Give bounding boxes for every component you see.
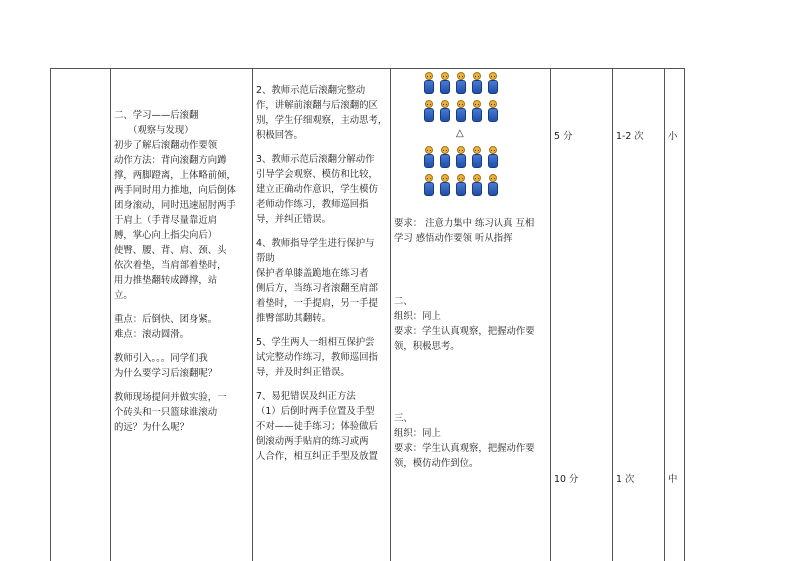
content-line: 两手同时用力推地，向后倒体 [114, 185, 236, 196]
activity-line: 保护者单膝盖跪地在练习者 [256, 268, 369, 279]
intensity-value-2: 中 [668, 474, 678, 485]
student-figure-icon [439, 174, 451, 196]
activity-line: （1）后倒时两手位置及手型 [256, 406, 375, 417]
formation-row-2 [423, 100, 503, 122]
activity-line: 作，讲解前滚翻与后滚翻的区 [256, 100, 378, 111]
activity-line: 别，学生仔细观察，主动思考， [256, 115, 388, 126]
content-line: 撑，两脚蹬离，上体略前倾， [114, 170, 236, 181]
content-column [114, 108, 250, 435]
teacher-activity-column [256, 83, 388, 464]
formation-row-3 [423, 146, 503, 168]
student-figure-icon [487, 72, 499, 94]
student-figure-icon [455, 174, 467, 196]
time-value-2: 10 分 [554, 474, 579, 485]
organization-line: 领，模仿动作到位。 [394, 458, 479, 469]
organization-line: 要求：学生认真观察，把握动作要 [394, 326, 535, 337]
content-line: 用力推垫翻转成蹲撑，站 [114, 275, 218, 286]
student-figure-icon [487, 100, 499, 122]
activity-line: 不对——徒手练习；体验做后 [256, 421, 378, 432]
student-figure-icon [455, 100, 467, 122]
organization-line: 领，积极思考。 [394, 341, 460, 352]
content-line: 二、学习——后滚翻 [114, 110, 199, 121]
student-figure-icon [423, 100, 435, 122]
activity-line: 试完整动作练习，教师巡回指 [256, 352, 378, 363]
table-border-col-0 [50, 68, 51, 561]
activity-line: 5、学生两人一组相互保护尝 [256, 337, 375, 348]
content-line: 为什么要学习后滚翻呢？ [114, 368, 218, 379]
key-point: 重点：后倒快、团身紧。 [114, 314, 218, 325]
activity-line: 侧后方，当练习者滚翻至肩部 [256, 283, 378, 294]
table-top-border [50, 68, 684, 69]
content-line: 初步了解后滚翻动作要领 [114, 140, 218, 151]
activity-line: 7、易犯错误及纠正方法 [256, 391, 356, 402]
student-figure-icon [423, 72, 435, 94]
content-line: 动作方法：背向滚翻方向蹲 [114, 155, 227, 166]
activity-line: 着垫时，一手提肩，另一手提 [256, 298, 378, 309]
table-border-col-5 [612, 68, 613, 561]
activity-line: 倒滚动两手贴肩的练习或两 [256, 436, 369, 447]
content-line: （观察与发现） [128, 125, 194, 136]
student-figure-icon [487, 174, 499, 196]
table-border-col-4 [550, 68, 551, 561]
student-figure-icon [439, 100, 451, 122]
formation-row-1 [423, 72, 503, 94]
table-border-col-1 [110, 68, 111, 561]
organization-line: 学习 感悟动作要领 听从指挥 [394, 233, 513, 244]
organization-requirements-3 [394, 411, 548, 471]
activity-line: 导，并及时纠正错误。 [256, 367, 350, 378]
table-border-col-6 [664, 68, 665, 561]
table-border-col-7 [684, 68, 685, 561]
student-figure-icon [455, 72, 467, 94]
count-value-1: 1-2 次 [616, 131, 644, 142]
teacher-position-triangle: △ [456, 128, 464, 139]
student-figure-icon [423, 146, 435, 168]
table-border-col-2 [252, 68, 253, 561]
student-figure-icon [471, 100, 483, 122]
content-line: 于肩上（手背尽量靠近肩 [114, 215, 218, 226]
content-line: 教师引入。。。同学们我 [114, 353, 208, 364]
activity-line: 建立正确动作意识，学生模仿 [256, 184, 378, 195]
difficulty-point: 难点：滚动圆滑。 [114, 329, 190, 340]
table-border-col-3 [390, 68, 391, 561]
intensity-value-1: 小 [668, 131, 678, 142]
formation-row-4 [423, 174, 503, 196]
count-value-2: 1 次 [616, 474, 635, 485]
activity-line: 4、教师指导学生进行保护与 [256, 238, 375, 249]
activity-line: 帮助 [256, 253, 275, 264]
activity-line: 老师动作练习，教师巡回指 [256, 199, 369, 210]
content-line: 教师现场提问并做实验，一 [114, 392, 227, 403]
content-line: 立。 [114, 290, 133, 301]
content-line: 团身滚动，同时迅速屈肘两手 [114, 200, 236, 211]
organization-line: 三、 [394, 413, 413, 424]
content-line: 的远？为什么呢？ [114, 422, 190, 433]
student-figure-icon [487, 146, 499, 168]
student-figure-icon [471, 146, 483, 168]
content-line: 依次着垫，当肩部着垫时， [114, 260, 227, 271]
activity-line: 积极回答。 [256, 130, 303, 141]
content-line: 使臀、腰、背、肩、颈、头 [114, 245, 227, 256]
student-figure-icon [439, 72, 451, 94]
organization-line: 二、 [394, 296, 413, 307]
organization-requirements-2 [394, 294, 548, 354]
activity-line: 人合作，相互纠正手型及放置 [256, 451, 378, 462]
activity-line: 2、教师示范后滚翻完整动 [256, 85, 366, 96]
content-line: 个砖头和一只篮球谁滚动 [114, 407, 218, 418]
activity-line: 推臀部助其翻转。 [256, 313, 332, 324]
time-value-1: 5 分 [554, 131, 573, 142]
student-figure-icon [423, 174, 435, 196]
student-figure-icon [455, 146, 467, 168]
activity-line: 导，并纠正错误。 [256, 214, 332, 225]
organization-line: 组织：同上 [394, 428, 441, 439]
organization-line: 组织：同上 [394, 311, 441, 322]
activity-line: 引导学会观察、模仿和比较， [256, 169, 378, 180]
organization-requirements-1 [394, 216, 548, 246]
student-figure-icon [471, 174, 483, 196]
organization-line: 要求： 注意力集中 练习认真 互相 [394, 218, 535, 229]
organization-line: 要求：学生认真观察，把握动作要 [394, 443, 535, 454]
activity-line: 3、教师示范后滚翻分解动作 [256, 154, 375, 165]
content-line: 膊，掌心向上指尖向后） [114, 230, 218, 241]
student-figure-icon [439, 146, 451, 168]
student-figure-icon [471, 72, 483, 94]
